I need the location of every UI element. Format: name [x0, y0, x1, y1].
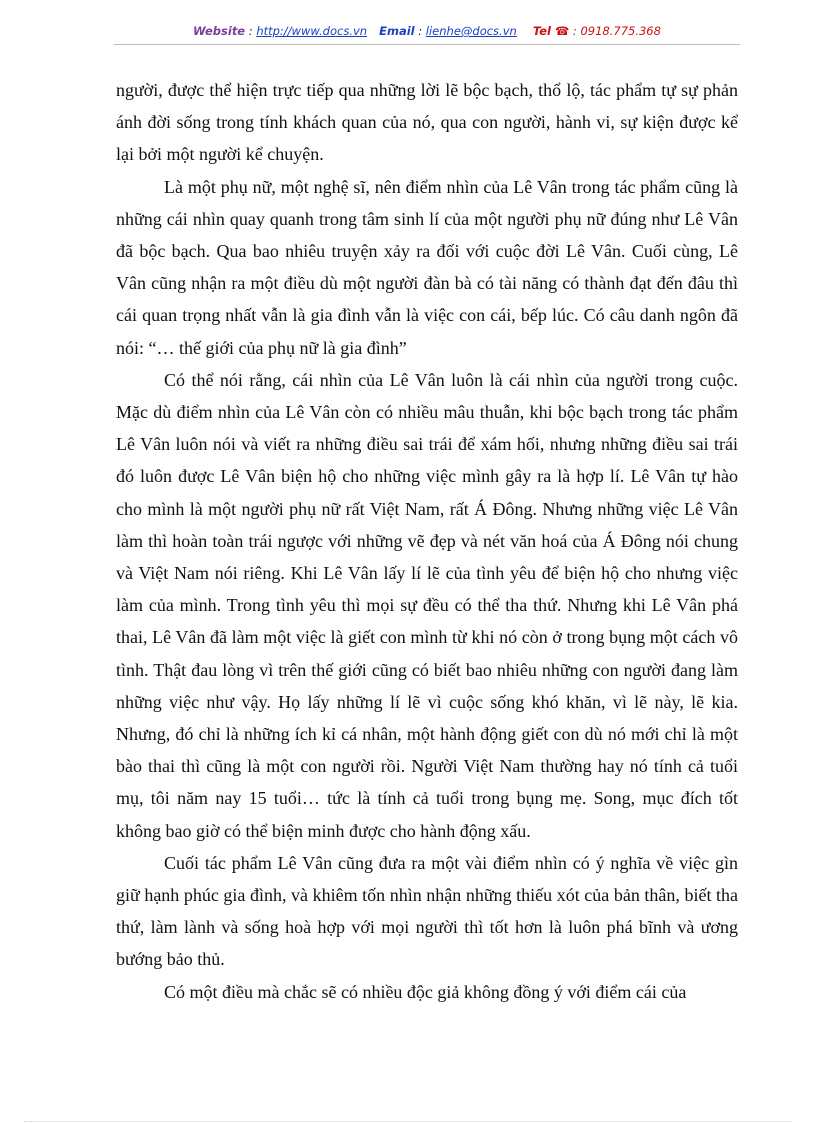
paragraph-continuation: người, được thể hiện trực tiếp qua những lời lẽ bộc bạch, thổ lộ, tác phẩm tự sự phản ánh đời sống trong tính khách quan của nó, qua con người, hành vi, sự kiện được kể lại bởi một người kể chuyện.	[116, 80, 738, 165]
paragraph: Có một điều mà chắc sẽ có nhiều độc giả không đồng ý với điểm cái của	[164, 981, 687, 1002]
paragraph: Cuối tác phẩm Lê Vân cũng đưa ra một vài điểm nhìn có ý nghĩa về việc gìn giữ hạnh phúc gia đình, và khiêm tốn nhìn nhận những thiếu xót của bản thân, biết tha thứ, làm lành và sống hoà hợp với mọi người thì tốt hơn là luôn phá bĩnh và ương bướng bảo thủ.	[116, 852, 738, 970]
email-link[interactable]: lienhe@docs.vn	[425, 24, 517, 38]
document-body	[116, 74, 738, 1008]
email-label: Email	[379, 24, 415, 38]
page-bottom-border	[24, 1121, 792, 1122]
email-separator: :	[414, 24, 426, 38]
tel-label: Tel	[532, 24, 551, 38]
paragraph: Là một phụ nữ, một nghệ sĩ, nên điểm nhìn của Lê Vân trong tác phẩm cũng là những cái nhìn quay quanh trong tâm sinh lí của một người phụ nữ đúng như Lê Vân đã bộc bạch. Qua bao nhiêu truyện xảy ra đối với cuộc đời Lê Vân. Cuối cùng, Lê Vân cũng nhận ra một điều dù một người đàn bà có tài năng có thành đạt đến đâu thì cái quan trọng nhất vẫn là gia đình vẫn là việc con cái, bếp lúc. Có câu danh ngôn đã nói: “… thế giới của phụ nữ là gia đình”	[116, 176, 738, 358]
page-header	[114, 24, 740, 43]
phone-icon: ☎	[554, 24, 570, 38]
tel-value: : 0918.775.368	[569, 24, 661, 38]
header-divider	[114, 44, 740, 45]
paragraph: Có thể nói rằng, cái nhìn của Lê Vân luôn là cái nhìn của người trong cuộc. Mặc dù điểm nhìn của Lê Vân còn có nhiều mâu thuẫn, khi bộc bạch trong tác phẩm Lê Vân luôn nói và viết ra những điều sai trái để xám hối, nhưng những điều sai trái đó luôn được Lê Vân biện hộ cho những việc mình gây ra là hợp lí. Lê Vân tự hào cho mình là một người phụ nữ rất Việt Nam, rất Á Đông. Nhưng những việc Lê Vân làm thì hoàn toàn trái ngược với những vẽ đẹp và nét văn hoá của Á Đông nói chung và Việt Nam nói riêng. Khi Lê Vân lấy lí lẽ của tình yêu để biện hộ cho nhưng việc làm của mình. Trong tình yêu thì mọi sự đều có thể tha thứ. Nhưng khi Lê Vân phá thai, Lê Vân đã làm một việc là giết con mình từ khi nó còn ở trong bụng một cách vô tình. Thật đau lòng vì trên thế giới cũng có biết bao nhiêu những con người đang làm những việc như vậy. Họ lấy những lí lẽ vì cuộc sống khó khăn, vì lẽ này, lẽ kia. Nhưng, đó chỉ là những ích kỉ cá nhân, một hành động giết con dù nó mới chỉ là một bào thai thì cũng là một con người rồi. Người Việt Nam thường hay nó tính cả tuổi mụ, tôi năm nay 15 tuổi… tức là tính cả tuổi trong bụng mẹ. Song, mục đích tốt không bao giờ có thể biện minh được cho hành động xấu.	[116, 369, 738, 841]
website-separator: :	[245, 24, 257, 38]
website-label: Website	[193, 24, 246, 38]
website-link[interactable]: http://www.docs.vn	[256, 24, 368, 38]
